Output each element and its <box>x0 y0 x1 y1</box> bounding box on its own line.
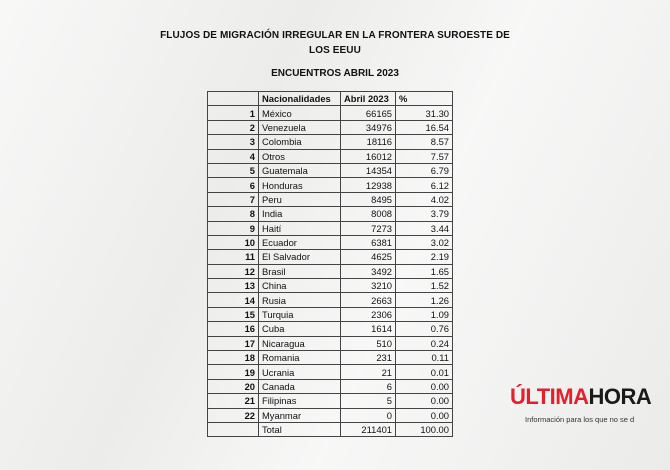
row-count: 0 <box>341 408 396 422</box>
row-count: 231 <box>341 351 396 365</box>
row-nationality: Total <box>259 422 341 436</box>
row-count: 1614 <box>341 322 396 336</box>
row-count: 8495 <box>341 192 396 206</box>
table-row <box>208 408 453 422</box>
row-index: 6 <box>208 178 259 192</box>
row-percent: 0.01 <box>396 365 453 379</box>
row-percent: 8.57 <box>396 135 453 149</box>
table-body <box>208 106 453 437</box>
row-nationality: Romania <box>259 351 341 365</box>
header-percent: % <box>396 92 453 106</box>
row-index: 22 <box>208 408 259 422</box>
row-count: 2306 <box>341 307 396 321</box>
table-row <box>208 106 453 120</box>
row-nationality: Honduras <box>259 178 341 192</box>
row-percent: 0.24 <box>396 336 453 350</box>
row-percent: 0.00 <box>396 379 453 393</box>
row-nationality: Filipinas <box>259 394 341 408</box>
table-row <box>208 163 453 177</box>
row-percent: 0.00 <box>396 408 453 422</box>
logo-wordmark <box>510 384 651 410</box>
row-index: 10 <box>208 235 259 249</box>
row-index: 18 <box>208 351 259 365</box>
row-index: 1 <box>208 106 259 120</box>
row-count: 3210 <box>341 279 396 293</box>
row-count: 3492 <box>341 264 396 278</box>
row-nationality: México <box>259 106 341 120</box>
row-index: 4 <box>208 149 259 163</box>
table-row <box>208 279 453 293</box>
row-index: 3 <box>208 135 259 149</box>
row-nationality: Colombia <box>259 135 341 149</box>
row-percent: 6.79 <box>396 163 453 177</box>
row-percent: 100.00 <box>396 422 453 436</box>
row-nationality: Turquia <box>259 307 341 321</box>
row-percent: 0.76 <box>396 322 453 336</box>
row-percent: 4.02 <box>396 192 453 206</box>
row-index: 15 <box>208 307 259 321</box>
table-row <box>208 135 453 149</box>
row-index: 17 <box>208 336 259 350</box>
row-index: 7 <box>208 192 259 206</box>
row-count: 2663 <box>341 293 396 307</box>
row-nationality: Peru <box>259 192 341 206</box>
row-index <box>208 422 259 436</box>
table-row <box>208 322 453 336</box>
table-row <box>208 365 453 379</box>
row-percent: 1.26 <box>396 293 453 307</box>
row-percent: 1.65 <box>396 264 453 278</box>
row-percent: 0.11 <box>396 351 453 365</box>
table-row <box>208 307 453 321</box>
row-nationality: India <box>259 207 341 221</box>
row-count: 16012 <box>341 149 396 163</box>
document-title <box>150 28 520 58</box>
title-line-1: FLUJOS DE MIGRACIÓN IRREGULAR EN LA FRONTERA SUROESTE DE <box>160 30 510 41</box>
table-row <box>208 293 453 307</box>
row-nationality: Brasil <box>259 264 341 278</box>
row-index: 13 <box>208 279 259 293</box>
row-percent: 1.52 <box>396 279 453 293</box>
row-percent: 1.09 <box>396 307 453 321</box>
title-line-2: LOS EEUU <box>309 45 361 56</box>
row-percent: 16.54 <box>396 120 453 134</box>
row-nationality: Canada <box>259 379 341 393</box>
row-count: 14354 <box>341 163 396 177</box>
row-nationality: Ecuador <box>259 235 341 249</box>
table-row <box>208 351 453 365</box>
logo-word-red: ÚLTIMA <box>510 384 589 409</box>
header-april-2023: Abril 2023 <box>341 92 396 106</box>
table-row <box>208 221 453 235</box>
row-index: 11 <box>208 250 259 264</box>
table-row <box>208 250 453 264</box>
row-percent: 2.19 <box>396 250 453 264</box>
table-row <box>208 379 453 393</box>
logo-tagline: Información para los que no se d <box>525 415 635 424</box>
row-nationality: Rusia <box>259 293 341 307</box>
row-count: 5 <box>341 394 396 408</box>
table-row <box>208 207 453 221</box>
row-index: 12 <box>208 264 259 278</box>
table-row <box>208 336 453 350</box>
row-percent: 0.00 <box>396 394 453 408</box>
row-nationality: Guatemala <box>259 163 341 177</box>
table-row <box>208 149 453 163</box>
row-percent: 6.12 <box>396 178 453 192</box>
row-count: 12938 <box>341 178 396 192</box>
row-percent: 7.57 <box>396 149 453 163</box>
row-index: 9 <box>208 221 259 235</box>
row-index: 19 <box>208 365 259 379</box>
table-row <box>208 178 453 192</box>
table-row <box>208 394 453 408</box>
row-count: 4625 <box>341 250 396 264</box>
row-index: 5 <box>208 163 259 177</box>
row-index: 21 <box>208 394 259 408</box>
row-index: 8 <box>208 207 259 221</box>
row-nationality: Cuba <box>259 322 341 336</box>
row-nationality: Haití <box>259 221 341 235</box>
table-row <box>208 120 453 134</box>
row-index: 20 <box>208 379 259 393</box>
logo-word-black: HORA <box>588 384 652 409</box>
row-percent: 3.02 <box>396 235 453 249</box>
table-row <box>208 264 453 278</box>
row-count: 6381 <box>341 235 396 249</box>
row-count: 21 <box>341 365 396 379</box>
row-count: 66165 <box>341 106 396 120</box>
row-nationality: Venezuela <box>259 120 341 134</box>
row-nationality: China <box>259 279 341 293</box>
row-nationality: Otros <box>259 149 341 163</box>
row-percent: 3.79 <box>396 207 453 221</box>
row-percent: 31.30 <box>396 106 453 120</box>
row-count: 34976 <box>341 120 396 134</box>
row-count: 6 <box>341 379 396 393</box>
row-count: 8008 <box>341 207 396 221</box>
row-nationality: Ucrania <box>259 365 341 379</box>
row-index: 14 <box>208 293 259 307</box>
table-total-row <box>208 422 453 436</box>
row-index: 2 <box>208 120 259 134</box>
document-subtitle: ENCUENTROS ABRIL 2023 <box>271 68 399 79</box>
row-index: 16 <box>208 322 259 336</box>
migration-table <box>207 91 453 437</box>
row-nationality: Myanmar <box>259 408 341 422</box>
row-count: 7273 <box>341 221 396 235</box>
ultima-hora-logo <box>509 384 670 434</box>
header-nationality: Nacionalidades <box>259 92 341 106</box>
row-nationality: El Salvador <box>259 250 341 264</box>
row-percent: 3.44 <box>396 221 453 235</box>
header-index <box>208 92 259 106</box>
row-nationality: Nicaragua <box>259 336 341 350</box>
row-count: 510 <box>341 336 396 350</box>
row-count: 211401 <box>341 422 396 436</box>
table-row <box>208 235 453 249</box>
table-row <box>208 192 453 206</box>
row-count: 18116 <box>341 135 396 149</box>
table-header-row <box>208 92 453 106</box>
